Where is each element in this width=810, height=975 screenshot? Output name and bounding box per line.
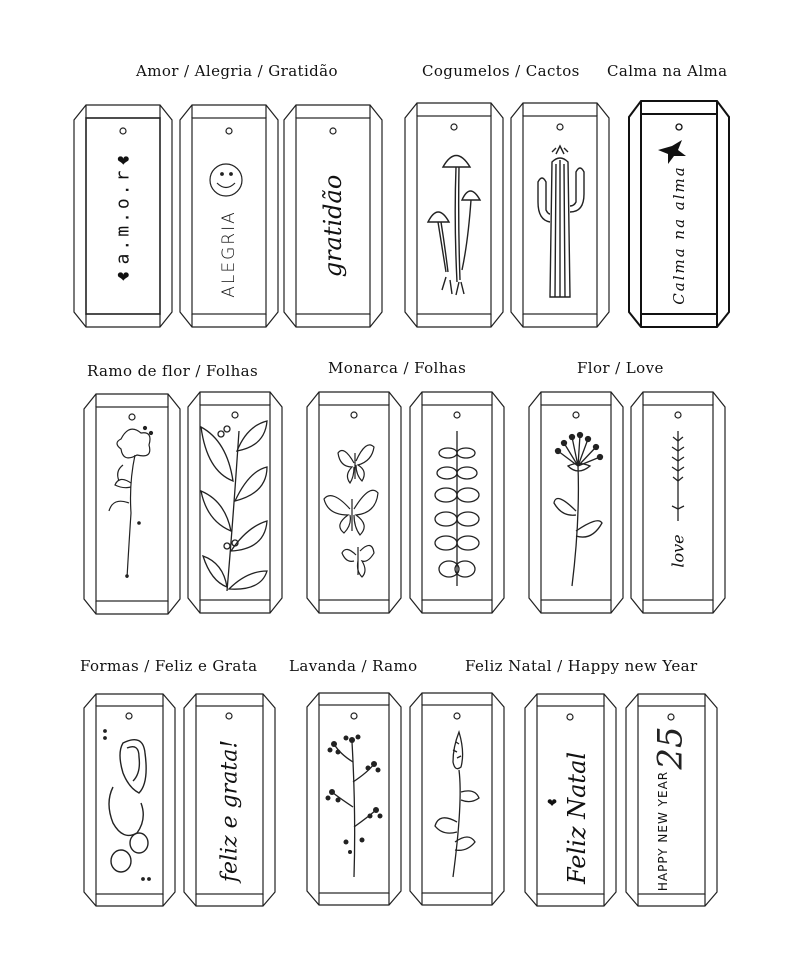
section-title-amor-alegria-gratidao: Amor / Alegria / Gratidão — [136, 62, 338, 80]
wildflower-icon — [554, 433, 603, 587]
section-title-formas-feliz-e-grata: Formas / Feliz e Grata — [80, 657, 258, 675]
year-numeral: 25 — [650, 726, 691, 770]
tag-formas — [83, 693, 176, 907]
tag-alegria-text: ALEGRIA — [219, 210, 239, 298]
lavender-sprig-icon — [326, 735, 383, 878]
smiley-icon — [210, 164, 242, 196]
tag-love — [630, 391, 726, 614]
section-title-monarca-folhas: Monarca / Folhas — [328, 359, 467, 377]
tag-love-text: love — [668, 534, 688, 568]
section-title-lavanda-ramo: Lavanda / Ramo — [289, 657, 418, 675]
hummingbird-icon — [658, 140, 686, 164]
tag-ramo — [409, 692, 505, 906]
lavender-icon — [672, 431, 684, 521]
tag-happy-new-year-text: HAPPY NEW YEAR — [656, 770, 670, 892]
flower-stem-icon — [435, 732, 479, 877]
tag-flor — [528, 391, 624, 614]
section-title-ramo-de-flor-folhas: Ramo de flor / Folhas — [87, 362, 259, 380]
abstract-shapes-icon — [104, 730, 150, 880]
tag-calma-na-alma — [628, 100, 730, 329]
tag-happy-new-year — [625, 693, 718, 907]
tag-amor — [73, 104, 173, 328]
tag-cogumelos — [404, 102, 504, 328]
flower-branch-icon — [109, 427, 153, 579]
tag-cactos — [510, 102, 610, 328]
tag-gratidao-text: gratidão — [319, 174, 347, 278]
tag-feliz-natal — [524, 693, 617, 907]
tag-folhas-eucalipto — [409, 391, 505, 614]
tag-ramo-de-flor — [83, 393, 181, 615]
heart-icon: ❤ — [547, 796, 558, 810]
tag-alegria — [179, 104, 279, 328]
cactus-icon — [538, 146, 584, 297]
butterfly-icon — [324, 445, 378, 577]
eucalyptus-icon — [435, 431, 479, 586]
tag-gratidao — [283, 104, 383, 328]
tag-feliz-natal-text: Feliz Natal — [563, 751, 591, 885]
tag-folhas — [187, 391, 283, 614]
leaf-branch-icon — [201, 421, 267, 591]
tag-monarca — [306, 391, 402, 614]
tag-amor-text: a.m.o.r — [112, 167, 134, 265]
section-title-flor-love: Flor / Love — [577, 359, 664, 377]
heart-icon: ❤ — [117, 152, 130, 170]
mushroom-icon — [428, 156, 480, 296]
tag-calma-na-alma-text: Calma na alma — [670, 165, 688, 305]
section-title-cogumelos-cactos: Cogumelos / Cactos — [422, 62, 580, 80]
section-title-calma-na-alma: Calma na Alma — [607, 62, 728, 80]
tag-lavanda — [306, 692, 402, 906]
section-title-feliz-natal-happy-new-year: Feliz Natal / Happy new Year — [465, 657, 698, 675]
tag-feliz-e-grata — [183, 693, 276, 907]
heart-icon: ❤ — [117, 268, 130, 286]
tag-feliz-e-grata-text: feliz e grata! — [217, 739, 242, 883]
